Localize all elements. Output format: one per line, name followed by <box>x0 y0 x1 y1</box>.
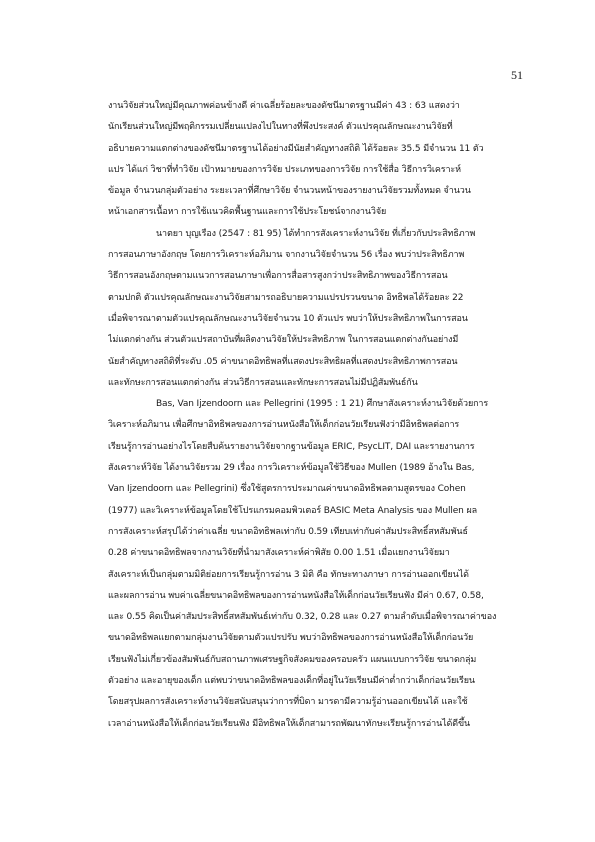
text-line: สังเคราะห์วิจัย ได้งานวิจัยรวม 29 เรื่อง การวิเคราะห์ข้อมูลใช้วิธีของ Mullen (1989 อ้างใน Bas, <box>108 463 475 474</box>
text-line: และผลการอ่าน พบค่าเฉลี่ยขนาดอิทธิพลของการอ่านหนังสือให้เด็กก่อนวัยเรียนฟัง มีค่า 0.67, 0.58, <box>108 590 484 601</box>
text-line: นักเรียนส่วนใหญ่มีพฤติกรรมเปลี่ยนแปลงไปในทางที่พึงประสงค์ ตัวแปรคุณลักษณะงานวิจัยที่ <box>108 122 453 133</box>
text-line: และทักษะการสอนแตกต่างกัน ส่วนวิธีการสอนและทักษะการสอนไม่มีปฏิสัมพันธ์กัน <box>108 377 418 388</box>
text-line: วิธีการสอนอังกฤษตามแนวการสอนภาษาเพื่อการสื่อสารสูงกว่าประสิทธิภาพของวิธีการสอน <box>108 271 448 282</box>
text-line: ขนาดอิทธิพลแยกตามกลุ่มงานวิจัยตามตัวแปรปรับ พบว่าอิทธิพลของการอ่านหนังสือให้เด็กก่อนวัย <box>108 633 474 644</box>
text-line: ข้อมูล จำนวนกลุ่มตัวอย่าง ระยะเวลาที่ศึกษาวิจัย จำนวนหน้าของรายงานวิจัยรวมทั้งหมด จำนวน <box>108 186 471 197</box>
text-line: เรียนฟังไม่เกี่ยวข้องสัมพันธ์กับสถานภาพเศรษฐกิจสังคมของครอบครัว แผนแบบการวิจัย ขนาดกลุ่ม <box>108 654 477 665</box>
text-line: โดยสรุปผลการสังเคราะห์งานวิจัยสนับสนุนว่าการที่บิดา มารดามีความรู้อ่านออกเขียนได้ และใช้ <box>108 697 468 708</box>
text-line: เวลาอ่านหนังสือให้เด็กก่อนวัยเรียนฟัง มีอิทธิพลให้เด็กสามารถพัฒนาทักษะเรียนรู้การอ่านได้ดีขึ้น <box>108 718 471 729</box>
text-line: Van Ijzendoorn และ Pellegrini) ซึ่งใช้สูตรการประมาณค่าขนาดอิทธิพลตามสูตรของ Cohen <box>108 484 466 495</box>
text-line: Bas, Van Ijzendoorn และ Pellegrini (1995 : 1 21) ศึกษาสังเคราะห์งานวิจัยด้วยการ <box>156 399 489 410</box>
text-line: สังเคราะห์เป็นกลุ่มตามมิติย่อยการเรียนรู้การอ่าน 3 มิติ คือ ทักษะทางภาษา การอ่านออกเขียนได้ <box>108 569 469 580</box>
text-line: (1977) และวิเคราะห์ข้อมูลโดยใช้โปรแกรมคอมพิวเตอร์ BASIC Meta Analysis ของ Mullen ผล <box>108 505 478 516</box>
text-line: อธิบายความแตกต่างของดัชนีมาตรฐานได้อย่างมีนัยสำคัญทางสถิติ ได้ร้อยละ 35.5 มีจำนวน 11 ตัว <box>108 143 484 154</box>
text-line: นาตยา บุญเรือง (2547 : 81 95) ได้ทำการสังเคราะห์งานวิจัย ที่เกี่ยวกับประสิทธิภาพ <box>156 228 476 239</box>
text-line: นัยสำคัญทางสถิติที่ระดับ .05 ค่าขนาดอิทธิพลที่แสดงประสิทธิผลที่แสดงประสิทธิภาพการสอน <box>108 356 458 367</box>
text-line: ตัวอย่าง และอายุของเด็ก แต่พบว่าขนาดอิทธิพลของเด็กที่อยู่ในวัยเรียนมีค่าต่ำกว่าเด็กก่อนวัยเรียน <box>108 676 475 687</box>
page-number: 51 <box>511 68 523 82</box>
text-line: การสอนภาษาอังกฤษ โดยการวิเคราะห์อภิมาน จากงานวิจัยจำนวน 56 เรื่อง พบว่าประสิทธิภาพ <box>108 250 465 261</box>
text-line: แปร ได้แก่ วิชาที่ทำวิจัย เป้าหมายของการวิจัย ประเภทของการวิจัย การใช้สื่อ วิธีการวิเคราะห์ <box>108 164 461 175</box>
text-line: การสังเคราะห์สรุปได้ว่าค่าเฉลี่ย ขนาดอิทธิพลเท่ากับ 0.59 เทียบเท่ากับค่าสัมประสิทธิ์สหสัมพันธ์ <box>108 526 468 537</box>
text-line: งานวิจัยส่วนใหญ่มีคุณภาพค่อนข้างดี ค่าเฉลี่ยร้อยละของดัชนีมาตรฐานมีค่า 43 : 63 แสดงว่า <box>108 101 460 111</box>
text-line: เรียนรู้การอ่านอย่างไรโดยสืบค้นรายงานวิจัยจากฐานข้อมูล ERIC, PsycLIT, DAI และรายงานการ <box>108 441 475 452</box>
text-line: วิเคราะห์อภิมาน เพื่อศึกษาอิทธิพลของการอ่านหนังสือให้เด็กก่อนวัยเรียนฟังว่ามีอิทธิพลต่อการ <box>108 420 460 431</box>
text-line: เมื่อพิจารณาตามตัวแปรคุณลักษณะงานวิจัยจำนวน 10 ตัวแปร พบว่าให้ประสิทธิภาพในการสอน <box>108 313 468 324</box>
text-line: ไม่แตกต่างกัน ส่วนตัวแปรสถาบันที่ผลิตงานวิจัยให้ประสิทธิภาพ ในการสอนแตกต่างกันอย่างมี <box>108 335 459 346</box>
body-text <box>108 96 518 735</box>
text-line: หน้าเอกสารเนื้อหา การใช้แนวคิดพื้นฐานและการใช้ประโยชน์จากงานวิจัย <box>108 207 387 218</box>
text-line: และ 0.55 คิดเป็นค่าสัมประสิทธิ์สหสัมพันธ์เท่ากับ 0.32, 0.28 และ 0.27 ตามลำดับเมื่อพิจารณาค่าของ <box>108 612 497 623</box>
text-line: ตามปกติ ตัวแปรคุณลักษณะงานวิจัยสามารถอธิบายความแปรปรวนขนาด อิทธิพลได้ร้อยละ 22 <box>108 292 464 303</box>
text-line: 0.28 ค่าขนาดอิทธิพลจากงานวิจัยที่นำมาสังเคราะห์ค่าพิสัย 0.00 1.51 เมื่อแยกงานวิจัยมา <box>108 548 450 559</box>
